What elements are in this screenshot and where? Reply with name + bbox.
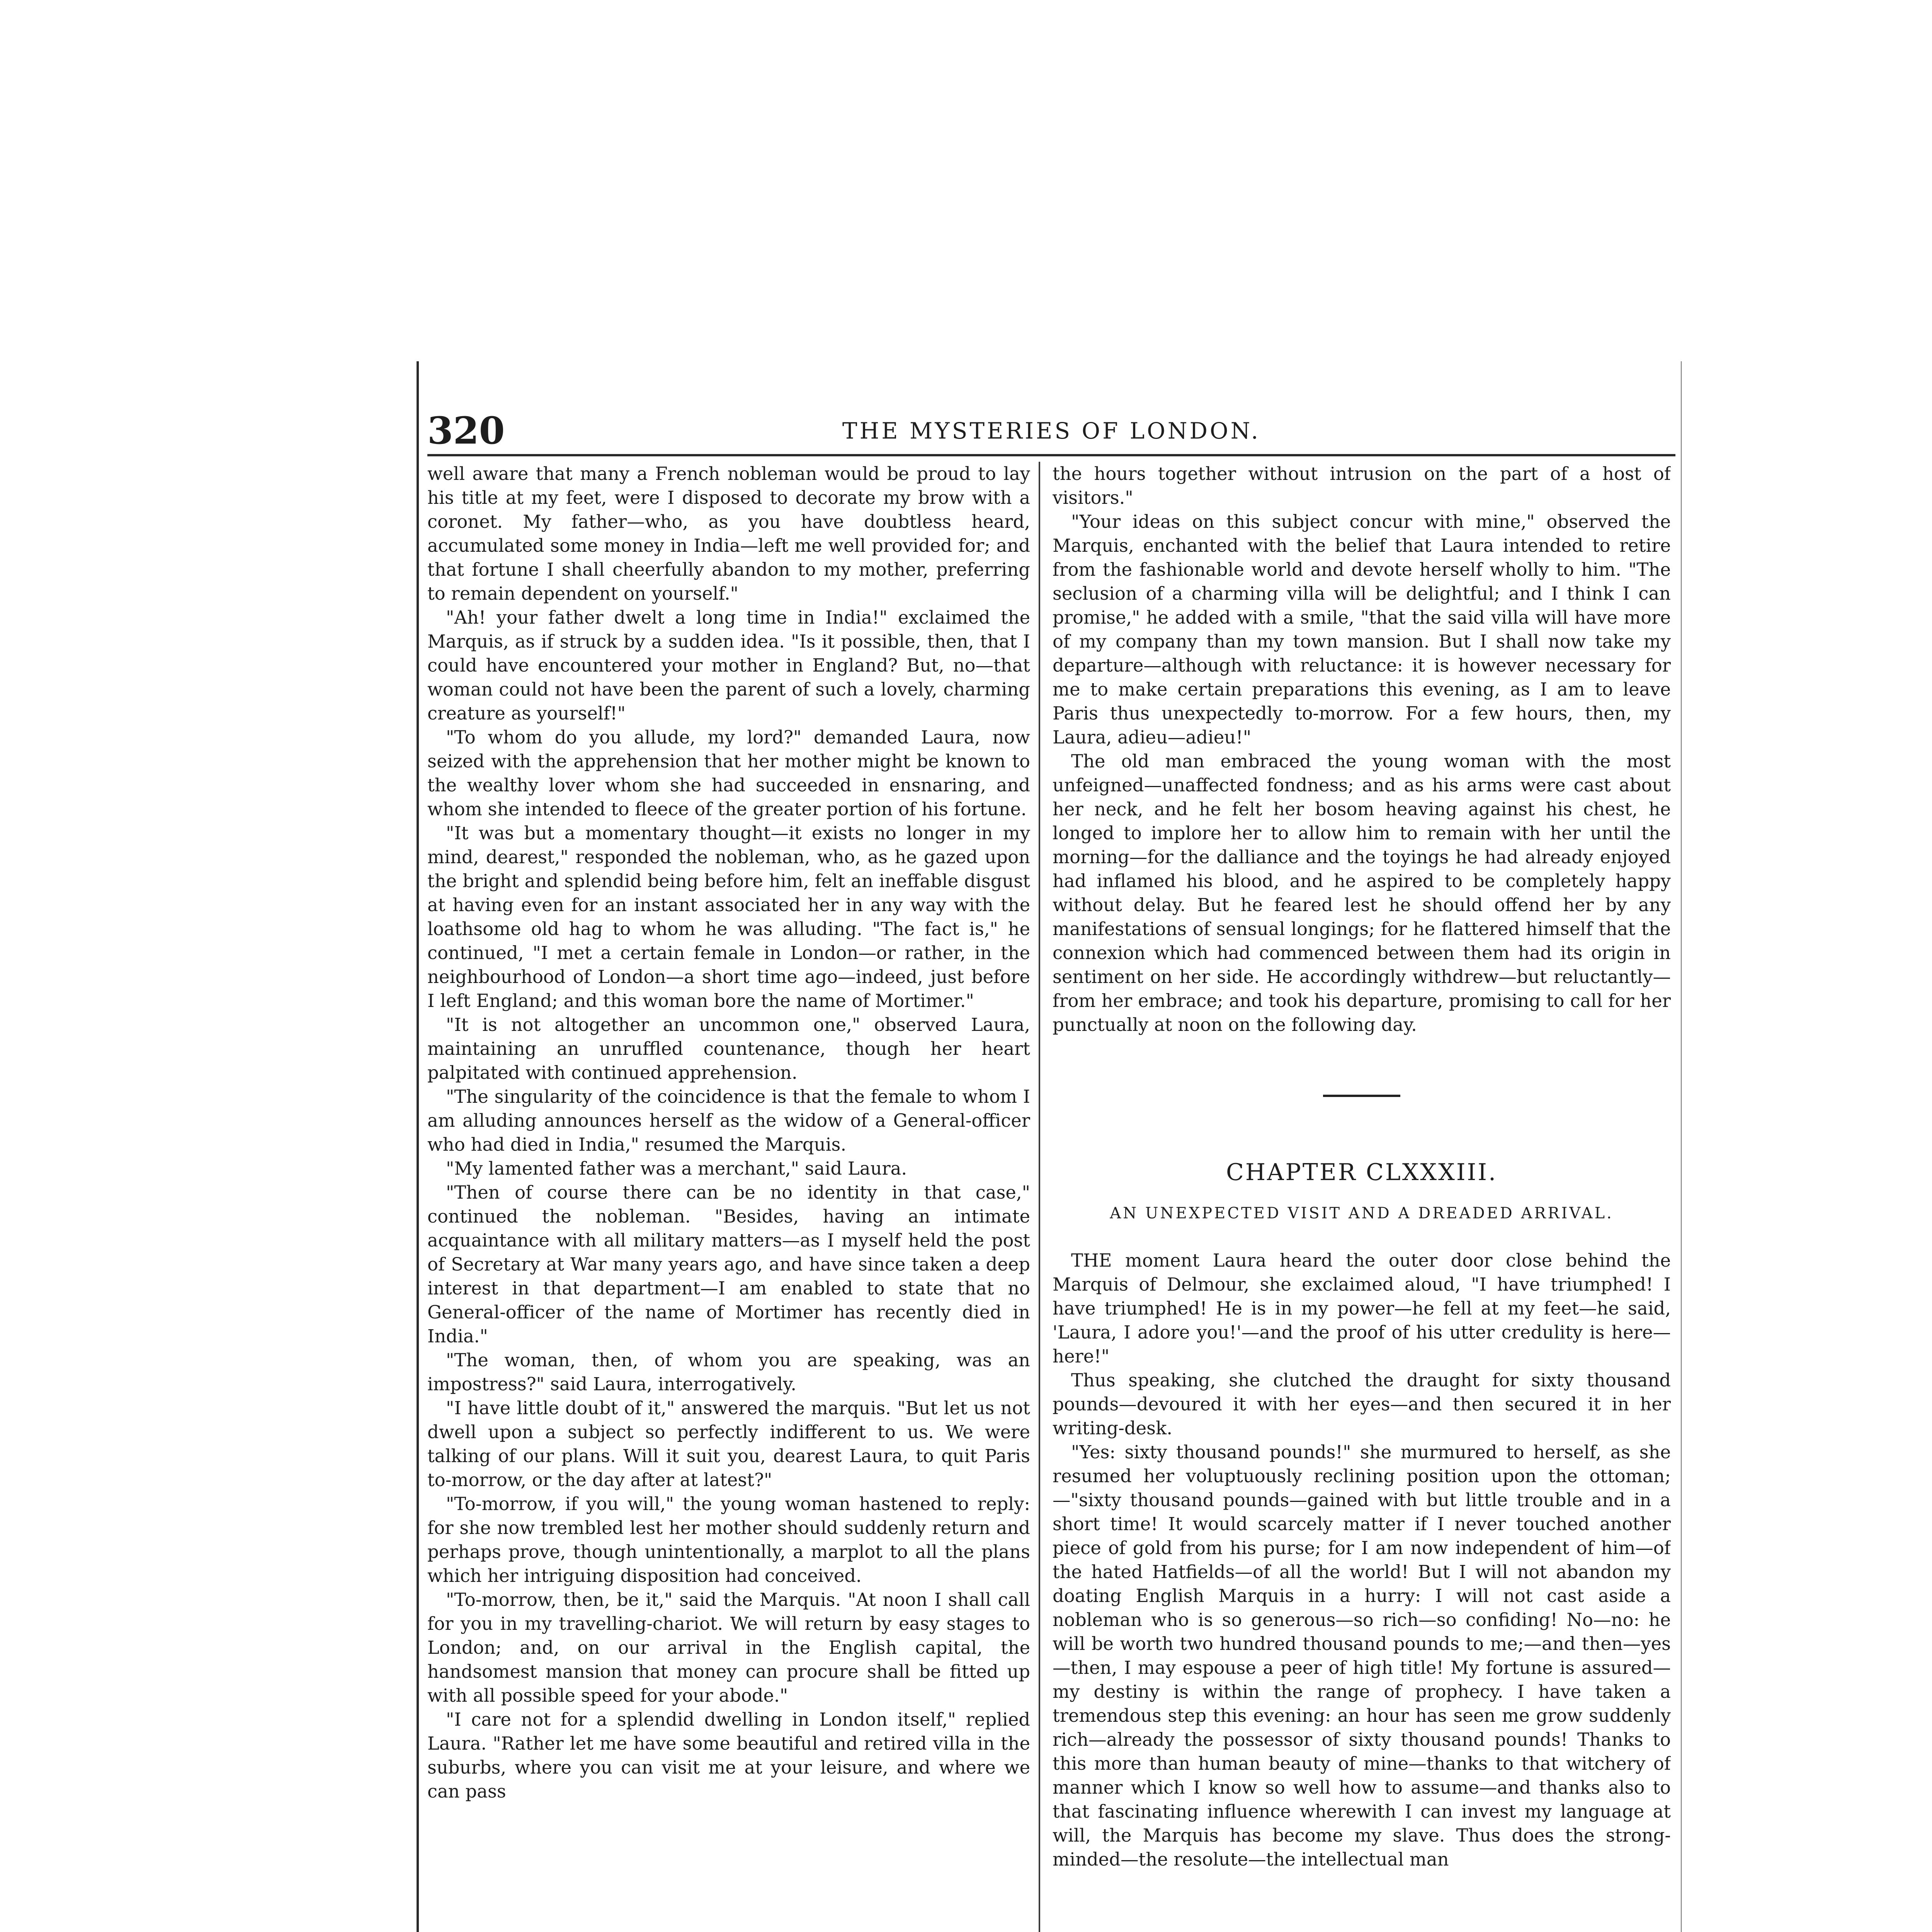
paragraph: "Then of course there can be no identity in that case," continued the nobleman. "Besides, having an intimate acquaintance with all military matters—as I myself held the post of Secretary at War many years ago, and have since taken a deep interest in that department—I am enabled to state that no General-officer of the name of Mortimer has recently died in India.": [427, 1182, 1030, 1347]
page-number: 320: [427, 409, 505, 452]
paragraph: "To whom do you allude, my lord?" demanded Laura, now seized with the apprehension that her mother might be known to the wealthy lover whom she had succeeded in ensnaring, and whom she intended to fleece of the greater portion of his fortune.: [427, 727, 1030, 820]
paragraph: "It was but a momentary thought—it exists no longer in my mind, dearest," responded the nobleman, who, as he gazed upon the bright and splendid being before him, felt an ineffable disgust at having even for an instant associated her in any way with the loathsome old hag to whom he was alluding. "The fact is," he continued, "I met a certain female in London—or rather, in the neighbourhood of London—a short time ago—indeed, just before I left England; and this woman bore the name of Mortimer.": [427, 823, 1030, 1011]
section-rule: [1323, 1095, 1400, 1097]
paragraph: "To-morrow, then, be it," said the Marquis. "At noon I shall call for you in my travelling-chariot. We will return by easy stages to London; and, on our arrival in the English capital, the handsomest mansion that money can procure shall be fitted up with all possible speed for your abode.": [427, 1589, 1030, 1706]
column-divider: [1039, 462, 1040, 1932]
paragraph: "It is not altogether an uncommon one," observed Laura, maintaining an unruffled countenance, though her heart palpitated with continued apprehension.: [427, 1014, 1030, 1083]
document-page: [417, 361, 1682, 1932]
paragraph: well aware that many a French nobleman would be proud to lay his title at my feet, were I disposed to decorate my brow with a coronet. My father—who, as you have doubtless heard, accumulated some money in India—left me well provided for; and that fortune I shall cheerfully abandon to my mother, preferring to remain dependent on yourself.": [427, 463, 1030, 604]
paragraph: THE moment Laura heard the outer door close behind the Marquis of Delmour, she exclaimed aloud, "I have triumphed! I have triumphed! He is in my power—he fell at my feet—he said, 'Laura, I adore you!'—and the proof of his utter credulity is here—here!": [1053, 1250, 1671, 1367]
paragraph: "Your ideas on this subject concur with mine," observed the Marquis, enchanted with the belief that Laura intended to retire from the fashionable world and devote herself wholly to him. "The seclusion of a charming villa will be delightful; and I think I can promise," he added with a smile, "that the said villa will have more of my company than my town mansion. But I shall now take my departure—although with reluctance: it is however necessary for me to make certain preparations this evening, as I am to leave Paris thus unexpectedly to-morrow. For a few hours, then, my Laura, adieu—adieu!": [1053, 511, 1671, 748]
paragraph: "The singularity of the coincidence is that the female to whom I am alluding announces herself as the widow of a General-officer who had died in India," resumed the Marquis.: [427, 1086, 1030, 1155]
paragraph: "Ah! your father dwelt a long time in India!" exclaimed the Marquis, as if struck by a sudden idea. "Is it possible, then, that I could have encountered your mother in England? But, no—that woman could not have been the parent of such a lovely, charming creature as yourself!": [427, 607, 1030, 724]
page-header: [427, 408, 1675, 456]
paragraph: "The woman, then, of whom you are speaking, was an impostress?" said Laura, interrogatively.: [427, 1350, 1030, 1395]
paragraph: "I have little doubt of it," answered the marquis. "But let us not dwell upon a subject so perfectly indifferent to us. We were talking of our plans. Will it suit you, dearest Laura, to quit Paris to-morrow, or the day after at latest?": [427, 1398, 1030, 1490]
paragraph: The old man embraced the young woman with the most unfeigned—unaffected fondness; and as his arms were cast about her neck, and he felt her bosom heaving against his chest, he longed to implore her to allow him to remain with her until the morning—for the dalliance and the toyings he had already enjoyed had inflamed his blood, and he aspired to be completely happy without delay. But he feared lest he should offend her by any manifestations of sensual longings; for he flattered himself that the connexion which had commenced between them had its origin in sentiment on her side. He accordingly withdrew—but reluctantly—from her embrace; and took his departure, promising to call for her punctually at noon on the following day.: [1053, 751, 1671, 1035]
paragraph: "To-morrow, if you will," the young woman hastened to reply: for she now trembled lest her mother should suddenly return and perhaps prove, though unintentionally, a marplot to all the plans which her intriguing disposition had conceived.: [427, 1493, 1030, 1586]
chapter-title: CHAPTER CLXXXIII.: [1226, 1159, 1498, 1186]
paragraph: "My lamented father was a merchant," said Laura.: [446, 1158, 907, 1179]
right-column: [1053, 462, 1671, 1932]
paragraph: Thus speaking, she clutched the draught for sixty thousand pounds—devoured it with her eyes—and then secured it in her writing-desk.: [1053, 1370, 1671, 1439]
paragraph: "I care not for a splendid dwelling in London itself," replied Laura. "Rather let me have some beautiful and retired villa in the suburbs, where you can visit me at your leisure, and where we can pass: [427, 1709, 1030, 1802]
left-column: [427, 462, 1030, 1932]
chapter-subtitle: AN UNEXPECTED VISIT AND A DREADED ARRIVAL.: [1110, 1204, 1614, 1222]
running-title: THE MYSTERIES OF LONDON.: [842, 418, 1261, 444]
paragraph: "Yes: sixty thousand pounds!" she murmured to herself, as she resumed her voluptuously reclining position upon the ottoman;—"sixty thousand pounds—gained with but little trouble and in a short time! It would scarcely matter if I never touched another piece of gold from his purse; for I am now independent of him—of the hated Hatfields—of all the world! But I will not abandon my doating English Marquis in a hurry: I will not cast aside a nobleman who is so generous—so rich—so confiding! No—no: he will be worth two hundred thousand pounds to me;—and then—yes—then, I may espouse a peer of high title! My fortune is assured—my destiny is within the range of prophecy. I have taken a tremendous step this evening: an hour has seen me grow suddenly rich—already the possessor of sixty thousand pounds! Thanks to this more than human beauty of mine—thanks to that witchery of manner which I know so well how to assume—and thanks also to that fascinating influence wherewith I can invest my language at will, the Marquis has become my slave. Thus does the strong-minded—the resolute—the intellectual man: [1053, 1442, 1671, 1870]
paragraph: the hours together without intrusion on the part of a host of visitors.": [1053, 463, 1671, 508]
